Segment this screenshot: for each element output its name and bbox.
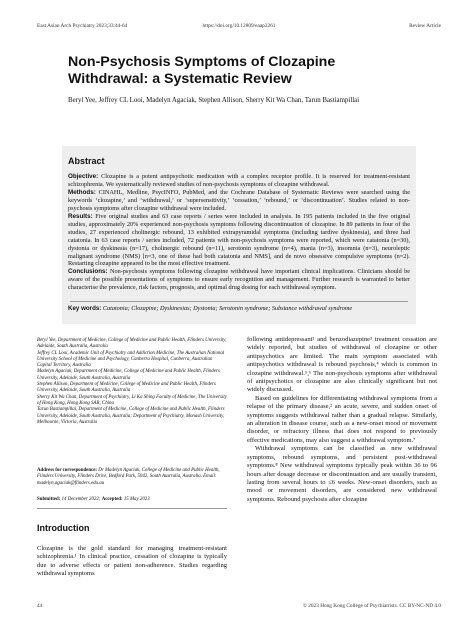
- affiliation-item: Tarun Bastiampillai, Department of Medicine, College of Medicine and Public Health, Flinders University, Adelaide, South Australia, Australia; Department of Psychiatry, Monash University, Melbourne, Victoria, Australia: [37, 407, 225, 425]
- author-list: Beryl Yee, Jeffrey CL Looi, Madelyn Agaciak, Stephen Allison, Sherry Kit Wa Chan, Tarun Bastiampillai: [68, 97, 360, 104]
- paragraph: following antidepressant² and benzodiazepine³ treatment cessation are widely reported, but studies of withdrawal of clozapine or other antipsychotics are limited. The main symptom associated with antipsychotics withdrawal is rebound psychosis,⁴ which is common in clozapine withdrawal.⁵,⁶ The non-psychosis symptoms after withdrawal of antipsychotics or clozapine are also clinically significant but not widely discussed.: [247, 336, 437, 394]
- paragraph: Withdrawal symptoms can be classified as new withdrawal symptoms, rebound symptoms, and persistent post-withdrawal symptoms.⁸ New withdrawal symptoms typically peak within 36 to 96 hours after dosage decrease or discontinuation and are usually transient, lasting from several hours to ≤6 weeks. New-onset disorders, such as mood or movement disorders, are considered new withdrawal symptoms. Rebound psychosis after clozapine: [247, 445, 437, 503]
- introduction-text: Clozapine is the gold standard for managing treatment-resistant schizophrenia.¹ In clinical practice, cessation of clozapine is typically due to adverse effects or patient non-adherence. Studies regarding withdrawal symptoms: [37, 545, 227, 577]
- affiliation-item: Stephen Allison, Department of Medicine, College of Medicine and Public Health, Flinders University, Adelaide, South Australia, Australia: [37, 382, 216, 394]
- abstract-objective: [68, 173, 410, 189]
- methods-label: Methods:: [68, 188, 96, 196]
- submitted-date: 14 December 2022;: [61, 497, 101, 502]
- abstract-conclusions: [68, 268, 410, 292]
- results-text: Five original studies and 63 case reports / series were included in analysis. In 195 patients included in the five original studies, approximately 20% experienced non-psychosis symptoms following discontinuation of clozapine. In 89 patients in four of the studies, 27 experienced cholinergic rebound, 13 exhibited extrapyramidal symptoms (including tardive dyskinesia), and three had catatonia. In 63 case reports / series included, 72 patients with non-psychosis symptoms were reported, which were catatonia (n=30), dystonia or dyskinesia (n=17), cholinergic rebound (n=11), serotonin syndrome (n=4), mania (n=3), insomnia (n=3), neuroleptic malignant syndrome (NMS) [n=3, one of these had both catatonia and NMS], and de novo obsessive compulsive symptoms (n=2). Restarting clozapine appeared to be the most effective treatment.: [68, 212, 411, 268]
- methods-text: CINAHL, Medline, PsycINFO, PubMed, and the Cochrane Database of Systematic Reviews were searched using the keywords ‘clozapine,’ and ‘withdrawal,’ or ‘supersensitivity,’ ‘cessation,’ ‘rebound,’ or ‘discontinuation’. Studies related to non-psychosis symptoms after clozapine withdrawal were included.: [68, 188, 411, 212]
- submitted-label: Submitted:: [37, 497, 61, 502]
- affiliation-item: Beryl Yee, Department of Medicine, College of Medicine and Public Health, Flinders University, Adelaide, South Australia, Australia: [37, 338, 227, 350]
- affiliations: [37, 338, 227, 426]
- keywords-text: Catatonia; Clozapine; Dyskinesias; Dystonia; Serotonin syndrome; Substance withdrawal syndrome: [102, 305, 353, 312]
- keywords: [68, 305, 410, 313]
- abstract-results: [68, 213, 410, 269]
- right-column-text: [247, 336, 437, 504]
- keywords-label: Key words:: [68, 305, 102, 312]
- accepted-date: 15 May 2023: [123, 497, 150, 502]
- abstract-body: [68, 173, 410, 292]
- copyright-notice: © 2023 Hong Kong College of Psychiatrists. CC BY-NC-ND 4.0: [302, 603, 441, 609]
- article-title: Non-Psychosis Symptoms of Clozapine Withdrawal: a Systematic Review: [68, 54, 336, 87]
- abstract-methods: [68, 189, 410, 213]
- objective-text: Clozapine is a potent antipsychotic medication with a complex receptor profile. It is reserved for treatment-resistant schizophrenia. We systematically reviewed studies of non-psychosis symptoms of clozapine withdrawal.: [68, 173, 411, 188]
- abstract-divider: [70, 301, 408, 302]
- doi-link[interactable]: https://doi.org/10.12809/eaap2261: [202, 23, 276, 29]
- correspondence-text: Dr Madelyn Agaciak, College of Medicine and Public Health, Flinders University, Flinders Drive, Bedford Park, 5042, South Australia, Australia. Email: madelyn.agaciak@flinders.edu.au: [37, 468, 220, 486]
- abstract-heading: Abstract: [68, 156, 105, 166]
- section-divider: [37, 508, 227, 509]
- abstract-box: [62, 146, 416, 324]
- running-header: [37, 23, 441, 32]
- results-label: Results:: [68, 212, 93, 220]
- correspondence-label: Address for correspondence:: [37, 468, 98, 473]
- correspondence: [37, 468, 227, 487]
- paragraph: Based on guidelines for differentiating withdrawal symptoms from a relapse of the primary disease,² an acute, severe, and sudden onset of symptoms suggests withdrawal rather than a gradual relapse. Similarly, an alteration in disease course, such as a new-onset mood or movement disorder, or refractory illness that does not respond to previously effective medications, may also suggest a withdrawal symptom.⁷: [247, 394, 437, 444]
- objective-label: Objective:: [68, 173, 99, 180]
- journal-citation: East Asian Arch Psychiatry 2023;33:44-64: [37, 23, 128, 29]
- conclusions-label: Conclusions:: [68, 268, 108, 276]
- affiliation-item: Madelyn Agaciak, Department of Medicine, College of Medicine and Public Health, Flinders University, Adelaide, South Australia, Australia: [37, 369, 220, 381]
- page-number: 44: [37, 603, 43, 609]
- introduction-heading: Introduction: [37, 523, 90, 533]
- accepted-label: Accepted:: [101, 497, 123, 502]
- submission-dates: [37, 497, 227, 502]
- affiliation-item: Jeffrey CL Looi, Academic Unit of Psychiatry and Addiction Medicine, The Australian National University School of Medicine and Psychology, Canberra Hospital, Canberra, Australian Capital Territory, Australia: [37, 350, 225, 369]
- affiliation-item: Sherry Kit Wa Chan, Department of Psychiatry, Li Ka Shing Faculty of Medicine, The University of Hong Kong, Hong Kong SAR, China: [37, 394, 227, 406]
- conclusions-text: Non-psychosis symptoms following clozapine withdrawal have important clinical implications. Clinicians should be aware of the possible presentations of symptoms to ensure early recognition and management. Further research is warranted to better characterise the prevalence, risk factors, prognosis, and optimal drug dosing for each withdrawal symptom.: [68, 268, 410, 292]
- article-type: Review Article: [409, 23, 441, 29]
